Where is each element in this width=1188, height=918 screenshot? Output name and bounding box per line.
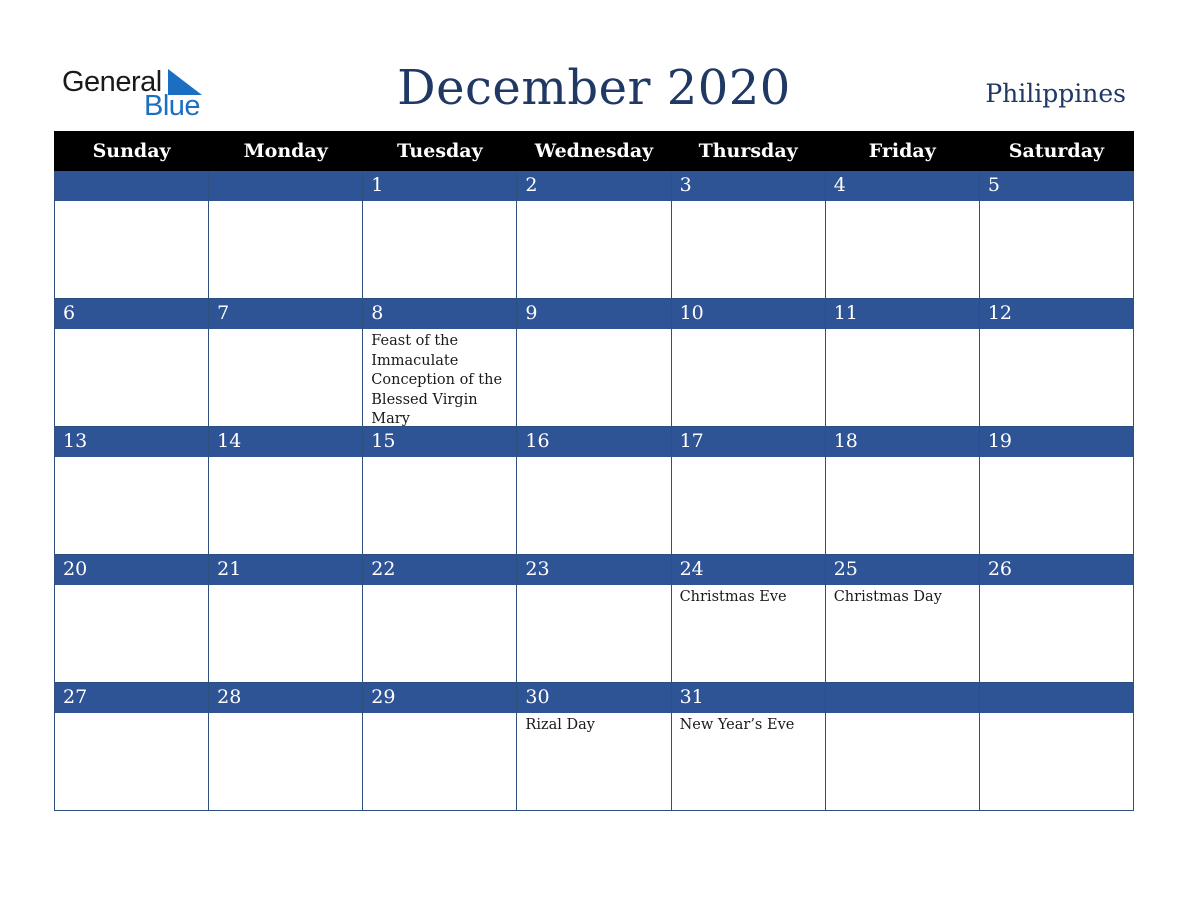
weekday-saturday: Saturday [979, 132, 1133, 171]
day-number: 29 [363, 683, 516, 713]
day-number: 15 [363, 427, 516, 457]
day-cell [979, 555, 1133, 683]
holiday-label: New Year’s Eve [679, 717, 795, 733]
weekday-header-row [55, 132, 1134, 171]
day-content [826, 457, 979, 554]
weekday-thursday: Thursday [671, 132, 825, 171]
day-content [980, 201, 1133, 298]
day-cell [517, 299, 671, 427]
day-content [980, 585, 1133, 682]
day-cell [979, 299, 1133, 427]
day-cell [363, 555, 517, 683]
day-cell [979, 427, 1133, 555]
day-content [363, 713, 516, 810]
day-number: 7 [209, 299, 362, 329]
weekday-monday: Monday [209, 132, 363, 171]
day-number [209, 171, 362, 201]
day-content [55, 201, 208, 298]
day-cell [517, 171, 671, 299]
day-number: 3 [672, 171, 825, 201]
day-cell [209, 427, 363, 555]
day-number: 28 [209, 683, 362, 713]
day-number: 8 [363, 299, 516, 329]
day-cell [55, 683, 209, 811]
day-cell [671, 299, 825, 427]
week-row [55, 299, 1134, 427]
day-cell [209, 299, 363, 427]
day-content [55, 585, 208, 682]
day-cell [517, 555, 671, 683]
weekday-sunday: Sunday [55, 132, 209, 171]
weekday-wednesday: Wednesday [517, 132, 671, 171]
day-cell [979, 683, 1133, 811]
day-cell [979, 171, 1133, 299]
day-number: 26 [980, 555, 1133, 585]
day-number: 16 [517, 427, 670, 457]
day-content [55, 457, 208, 554]
day-cell [55, 427, 209, 555]
holiday-label: Christmas Eve [679, 589, 787, 605]
weekday-tuesday: Tuesday [363, 132, 517, 171]
day-cell [671, 171, 825, 299]
day-content [209, 329, 362, 426]
day-number: 27 [55, 683, 208, 713]
week-row [55, 171, 1134, 299]
day-content [209, 457, 362, 554]
day-number: 21 [209, 555, 362, 585]
day-content [980, 329, 1133, 426]
day-cell [209, 171, 363, 299]
day-number: 2 [517, 171, 670, 201]
day-number: 25 [826, 555, 979, 585]
day-cell [825, 427, 979, 555]
day-content [209, 713, 362, 810]
day-cell [209, 683, 363, 811]
day-content [826, 201, 979, 298]
day-cell [55, 299, 209, 427]
day-number [980, 683, 1133, 713]
day-cell [671, 427, 825, 555]
day-content [672, 713, 825, 810]
day-cell [517, 427, 671, 555]
country-label: Philippines [985, 79, 1126, 108]
day-cell [825, 299, 979, 427]
day-content [209, 585, 362, 682]
day-number: 1 [363, 171, 516, 201]
day-number: 18 [826, 427, 979, 457]
day-content [363, 329, 516, 426]
week-row [55, 427, 1134, 555]
day-content [826, 585, 979, 682]
day-cell [55, 171, 209, 299]
calendar-grid [54, 131, 1134, 811]
weekday-friday: Friday [825, 132, 979, 171]
day-content [672, 201, 825, 298]
day-content [980, 713, 1133, 810]
week-row [55, 555, 1134, 683]
day-number [55, 171, 208, 201]
day-cell [825, 683, 979, 811]
day-number: 9 [517, 299, 670, 329]
day-number: 19 [980, 427, 1133, 457]
day-number: 30 [517, 683, 670, 713]
day-number: 31 [672, 683, 825, 713]
day-content [672, 329, 825, 426]
day-content [517, 585, 670, 682]
day-content [363, 457, 516, 554]
day-cell [517, 683, 671, 811]
day-content [826, 329, 979, 426]
day-number: 11 [826, 299, 979, 329]
logo-general-text: General [62, 66, 162, 98]
day-content [672, 585, 825, 682]
day-cell [363, 427, 517, 555]
day-number: 12 [980, 299, 1133, 329]
day-number: 20 [55, 555, 208, 585]
day-cell [363, 299, 517, 427]
day-content [980, 457, 1133, 554]
holiday-label: Rizal Day [525, 717, 595, 733]
calendar-body [55, 171, 1134, 811]
logo-blue-text: Blue [144, 90, 201, 122]
holiday-label: Christmas Day [833, 589, 942, 605]
day-content [517, 201, 670, 298]
day-number: 23 [517, 555, 670, 585]
day-cell [825, 555, 979, 683]
holiday-label: Feast of the Immaculate Conception of the Blessed Virgin Mary [371, 333, 503, 426]
day-cell [671, 555, 825, 683]
day-number: 13 [55, 427, 208, 457]
day-cell [55, 555, 209, 683]
day-content [55, 713, 208, 810]
page-title: December 2020 [397, 60, 791, 116]
day-number: 4 [826, 171, 979, 201]
day-content [55, 329, 208, 426]
day-cell [363, 171, 517, 299]
day-content [517, 713, 670, 810]
day-cell [363, 683, 517, 811]
day-number: 10 [672, 299, 825, 329]
day-content [209, 201, 362, 298]
day-content [517, 457, 670, 554]
day-number: 14 [209, 427, 362, 457]
day-cell [671, 683, 825, 811]
day-cell [825, 171, 979, 299]
day-content [363, 585, 516, 682]
day-content [517, 329, 670, 426]
day-content [672, 457, 825, 554]
day-content [826, 713, 979, 810]
day-content [363, 201, 516, 298]
day-number: 6 [55, 299, 208, 329]
day-number: 17 [672, 427, 825, 457]
day-number: 24 [672, 555, 825, 585]
day-number: 5 [980, 171, 1133, 201]
week-row [55, 683, 1134, 811]
day-cell [209, 555, 363, 683]
day-number: 22 [363, 555, 516, 585]
day-number [826, 683, 979, 713]
